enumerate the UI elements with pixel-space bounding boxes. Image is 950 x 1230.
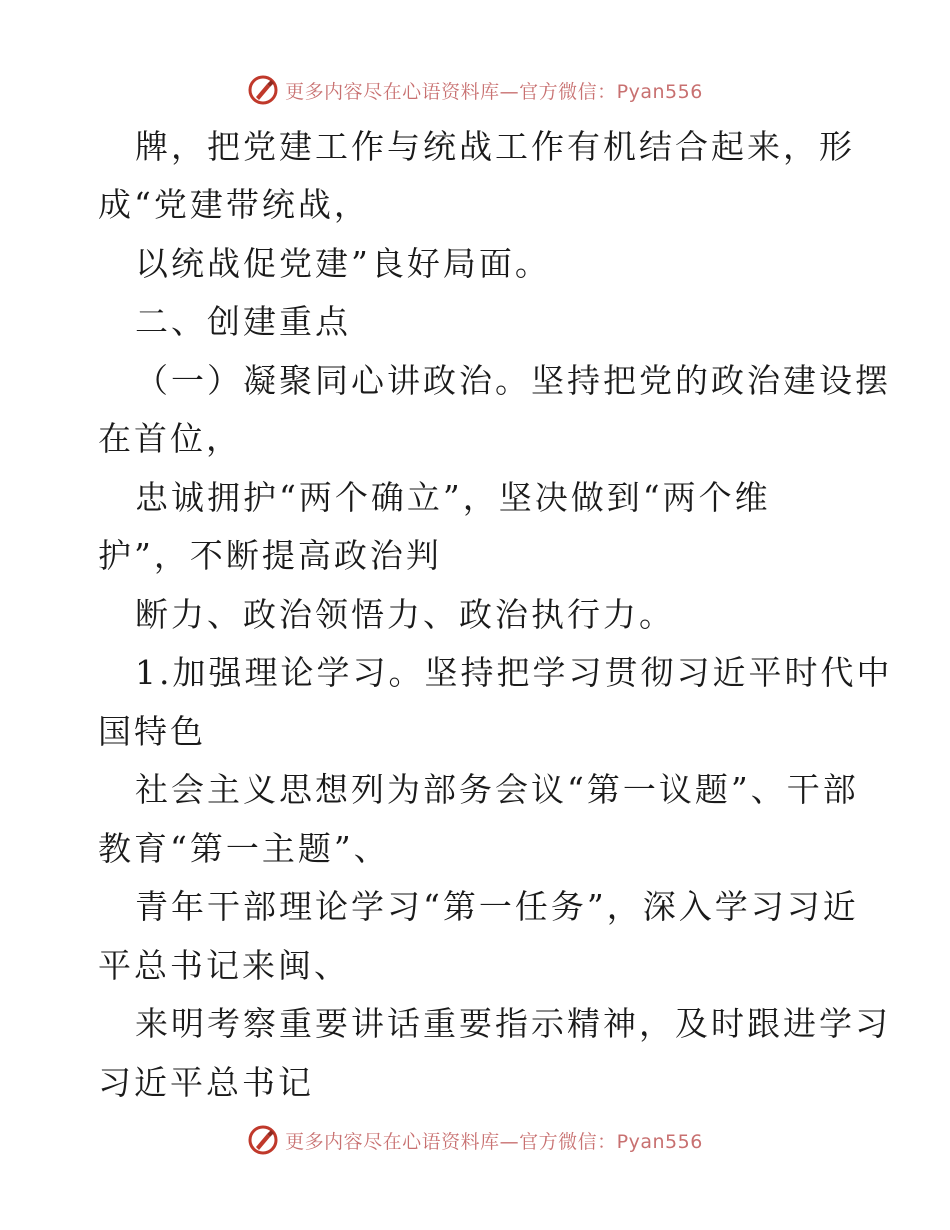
text-line: 国特色: [98, 712, 206, 751]
text-line: 成“党建带统战，: [98, 185, 370, 224]
text-line: 牌，把党建工作与统战工作有机结合起来，形: [135, 127, 855, 166]
text-line: 断力、政治领悟力、政治执行力。: [135, 595, 675, 634]
text-line: 习近平总书记: [98, 1063, 314, 1102]
text-line: 来明考察重要讲话重要指示精神，及时跟进学习: [135, 1004, 891, 1043]
text-line: 平总书记来闽、: [98, 946, 350, 985]
text-line: 1.加强理论学习。坚持把学习贯彻习近平时代中: [135, 653, 893, 692]
text-line: （一）凝聚同心讲政治。坚持把党的政治建设摆: [135, 361, 891, 400]
text-line: 二、创建重点: [135, 302, 351, 341]
text-line: 忠诚拥护“两个确立”，坚决做到“两个维: [135, 478, 771, 517]
text-line: 护”，不断提高政治判: [98, 536, 442, 575]
header-watermark-text: 更多内容尽在心语资料库—官方微信：Pyan556: [285, 80, 703, 103]
footer-watermark-text: 更多内容尽在心语资料库—官方微信：Pyan556: [285, 1130, 703, 1153]
text-line: 以统战促党建”良好局面。: [135, 244, 551, 283]
text-line: 在首位，: [98, 419, 242, 458]
text-line: 社会主义思想列为部务会议“第一议题”、干部: [135, 770, 859, 809]
pen-logo-icon: [247, 1124, 279, 1156]
text-line: 教育“第一主题”、: [98, 829, 390, 868]
text-line: 青年干部理论学习“第一任务”，深入学习习近: [135, 887, 859, 926]
footer-watermark: [0, 1120, 950, 1160]
